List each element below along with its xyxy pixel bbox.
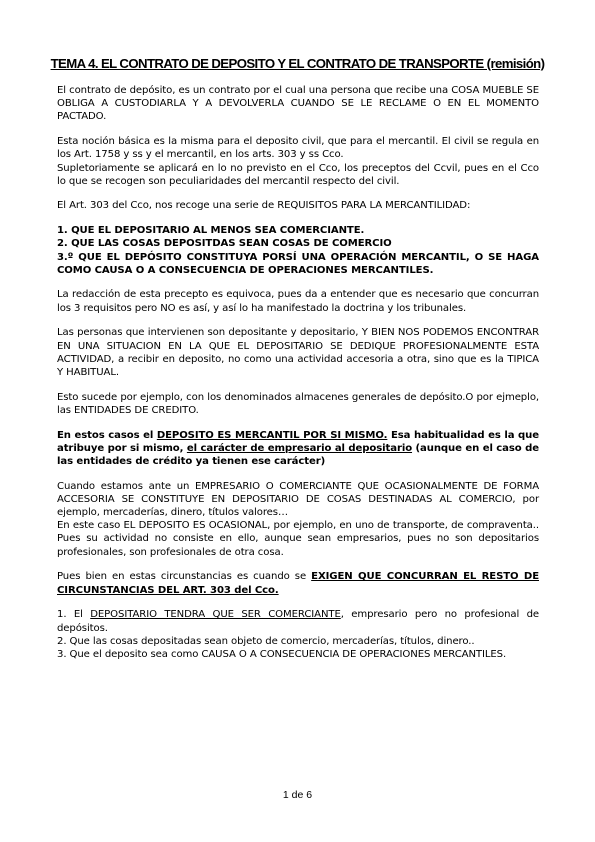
paragraph-art-303: El Art. 303 del Cco, nos recoge una serie de REQUISITOS PARA LA MERCANTILIDAD: [57, 200, 471, 212]
paragraph-ocasional-2: En este caso EL DEPOSITO ES OCASIONAL, por ejemplo, en uno de transporte, de compraventa.. Pues su actividad no consiste en ello, aunque sean empresarios, pues no son depositarios profesionales, son profesionales de otra cosa. [57, 520, 539, 558]
paragraph-ejemplo: Esto sucede por ejemplo, con los denominados almacenes generales de depósito.O por ejmeplo, las ENTIDADES DE CREDITO. [57, 391, 539, 416]
paragraph-ocasional-1: Cuando estamos ante un EMPRESARIO O COMERCIANTE QUE OCASIONALMENTE DE FORMA ACCESORIA SE CONSTITUYE EN DEPOSITARIO DE COSAS DESTINADAS AL COMERCIO, por ejemplo, mercaderías, dinero, títulos valores… [57, 480, 539, 519]
underlined-text: EXIGEN QUE CONCURRAN EL RESTO DE CIRCUNSTANCIAS DEL ART. 303 del Cco. [57, 571, 539, 596]
condition-item: 2. Que las cosas depositadas sean objeto de comercio, mercaderías, títulos, dinero.. [57, 635, 475, 647]
paragraph-personas: Las personas que intervienen son depositante y depositario, Y BIEN NOS PODEMOS ENCONTRAR EN UNA SITUACION EN LA QUE EL DEPOSITARIO SE DEDIQUE PROFESIONALMENTE ESTA ACTIVIDAD, a recibir en deposito, no como una actividad accesoria a otra, sino que es la TIPICA Y HABITUAL. [57, 327, 539, 378]
condition-item: 1. El DEPOSITARIO TENDRA QUE SER COMERCIANTE, empresario pero no profesional de depósitos. [57, 609, 539, 634]
paragraph-circunstancias: Pues bien en estas circunstancias es cuando se EXIGEN QUE CONCURRAN EL RESTO DE CIRCUNSTANCIAS DEL ART. 303 del Cco. [57, 571, 539, 596]
paragraph-supletoriamente: Supletoriamente se aplicará en lo no previsto en el Cco, los preceptos del Ccvil, pues en el Cco lo que se recogen son peculiaridades del mercantil respecto del civil. [57, 162, 539, 187]
requirement-item: 3.º QUE EL DEPÓSITO CONSTITUYA PORSÍ UNA OPERACIÓN MERCANTIL, O SE HAGA COMO CAUSA O A CONSECUENCIA DE OPERACIONES MERCANTILES. [57, 251, 539, 276]
requirements-list [57, 224, 539, 277]
requirement-item: 2. QUE LAS COSAS DEPOSITDAS SEAN COSAS DE COMERCIO [57, 238, 392, 250]
page-number: 1 de 6 [282, 789, 313, 801]
requirement-item: 1. QUE EL DEPOSITARIO AL MENOS SEA COMERCIANTE. [57, 225, 365, 237]
page-title: TEMA 4. EL CONTRATO DE DEPOSITO Y EL CONTRATO DE TRANSPORTE (remisión) [50, 56, 545, 71]
paragraph-definition: El contrato de depósito, es un contrato por el cual una persona que recibe una COSA MUEBLE SE OBLIGA A CUSTODIARLA Y A DEVOLVERLA CUANDO SE LE RECLAME O EN EL MOMENTO PACTADO. [57, 85, 539, 123]
paragraph-mercantil-por-si: En estos casos el DEPOSITO ES MERCANTIL POR SI MISMO. Esa habitualidad es la que atribuye por si mismo, el carácter de empresario al depositario (aunque en el caso de las entidades de crédito ya tienen ese carácter) [57, 429, 540, 467]
paragraph-civil-mercantil: Esta noción básica es la misma para el deposito civil, que para el mercantil. El civil se regula en los Art. 1758 y ss y el mercantil, en los arts. 303 y ss Cco. [57, 136, 539, 161]
underlined-text: DEPOSITARIO TENDRA QUE SER COMERCIANTE [90, 609, 341, 621]
condition-item: 3. Que el deposito sea como CAUSA O A CONSECUENCIA DE OPERACIONES MERCANTILES. [57, 648, 507, 660]
paragraph-redaccion: La redacción de esta precepto es equivoca, pues da a entender que es necesario que concurran los 3 requisitos pero NO es así, y así lo ha manifestado la doctrina y los tribunales. [57, 289, 539, 314]
document-body [57, 84, 539, 661]
conditions-list [57, 608, 539, 661]
underlined-text: DEPOSITO ES MERCANTIL POR SI MISMO. [156, 429, 388, 441]
underlined-text: el carácter de empresario al depositario [186, 442, 413, 454]
